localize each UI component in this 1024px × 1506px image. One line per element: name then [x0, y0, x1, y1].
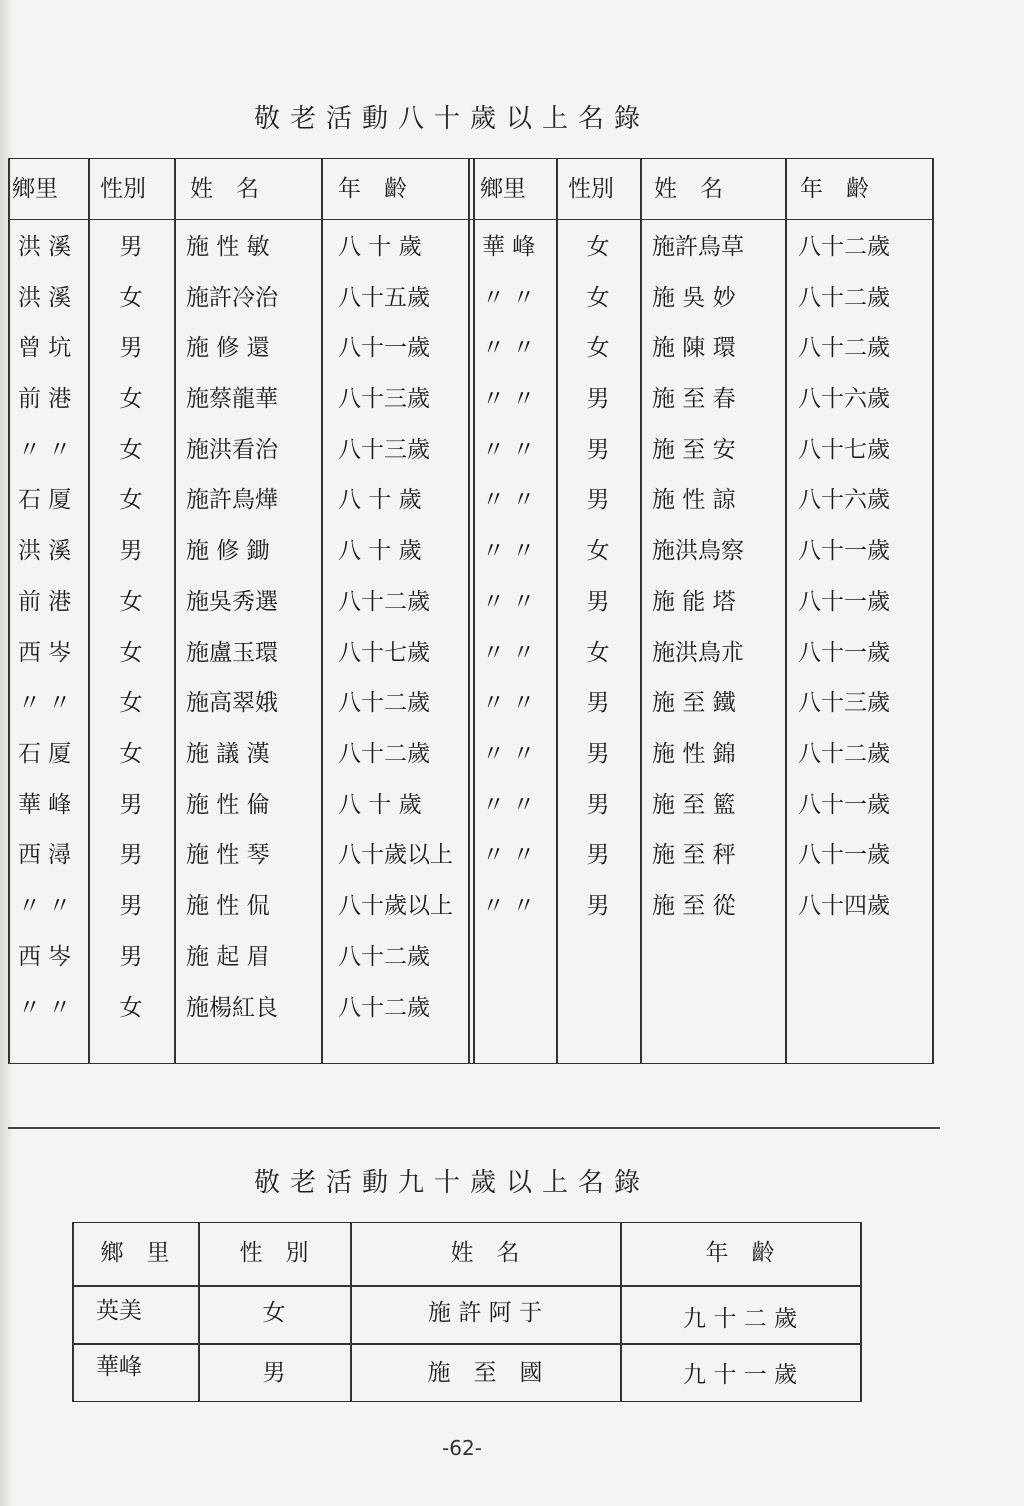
name-cell: 施 能 塔	[652, 589, 736, 615]
name-cell: 施 起 眉	[186, 944, 270, 970]
village-cell: 〃 〃	[482, 792, 536, 818]
age-cell: 八十三歲	[338, 437, 430, 463]
header-sex: 性別	[568, 176, 614, 202]
age-cell: 八十六歲	[798, 487, 890, 513]
age-cell: 八十二歲	[338, 741, 430, 767]
village-cell: 〃 〃	[18, 995, 72, 1021]
sex-cell: 男	[586, 741, 610, 767]
village-cell: 〃 〃	[18, 437, 72, 463]
name-cell: 施 性 倫	[186, 792, 270, 818]
name-cell: 施 性 錦	[652, 741, 736, 767]
sex-cell: 男	[586, 386, 610, 412]
column-divider	[321, 159, 323, 1063]
village-cell: 曾 坑	[18, 335, 72, 361]
name-cell: 施 至 秤	[652, 842, 736, 868]
header-village: 鄉 里	[100, 1240, 170, 1266]
sex-cell: 男	[586, 690, 610, 716]
name-cell: 施 許 阿 于	[428, 1300, 542, 1326]
sex-cell: 女	[119, 285, 143, 311]
village-cell: 西 岑	[18, 640, 72, 666]
name-cell: 施吳秀選	[186, 589, 278, 615]
village-cell: 〃 〃	[18, 893, 72, 919]
village-cell: 〃 〃	[482, 640, 536, 666]
sex-cell: 女	[586, 335, 610, 361]
age-cell: 八十一歲	[338, 335, 430, 361]
name-cell: 施楊紅良	[186, 995, 278, 1021]
village-cell: 華峰	[96, 1354, 142, 1380]
name-cell: 施 至 籃	[652, 792, 736, 818]
sex-cell: 男	[586, 589, 610, 615]
sex-cell: 女	[119, 386, 143, 412]
name-cell: 施許鳥草	[652, 234, 744, 260]
header-name: 姓 名	[450, 1240, 520, 1266]
sex-cell: 男	[119, 944, 143, 970]
age-cell: 八十一歲	[798, 792, 890, 818]
age-cell: 八十三歲	[798, 690, 890, 716]
age-cell: 八十二歲	[798, 741, 890, 767]
village-cell: 石 厦	[18, 741, 72, 767]
name-cell: 施 至 春	[652, 386, 736, 412]
sex-cell: 女	[586, 640, 610, 666]
sex-cell: 男	[586, 487, 610, 513]
name-cell: 施許冷治	[186, 285, 278, 311]
column-divider-double	[468, 159, 470, 1063]
section-divider	[8, 1127, 940, 1129]
age-cell: 八十五歲	[338, 285, 430, 311]
name-cell: 施蔡龍華	[186, 386, 278, 412]
age-cell: 八十四歲	[798, 893, 890, 919]
village-cell: 〃 〃	[482, 538, 536, 564]
name-cell: 施盧玉環	[186, 640, 278, 666]
village-cell: 前 港	[18, 589, 72, 615]
village-cell: 〃 〃	[482, 741, 536, 767]
village-cell: 華 峰	[482, 234, 536, 260]
age-cell: 八十二歲	[338, 690, 430, 716]
village-cell: 〃 〃	[482, 690, 536, 716]
eighty-plus-title: 敬老活動八十歲以上名錄	[253, 104, 650, 134]
row-divider	[72, 1343, 862, 1345]
age-cell: 八十二歲	[338, 944, 430, 970]
sex-cell: 男	[119, 335, 143, 361]
village-cell: 西 岑	[18, 944, 72, 970]
sex-cell: 女	[119, 640, 143, 666]
age-cell: 九 十 二 歲	[683, 1306, 797, 1332]
age-cell: 八十一歲	[798, 538, 890, 564]
header-sex: 性 別	[239, 1240, 309, 1266]
village-cell: 〃 〃	[482, 386, 536, 412]
name-cell: 施 吳 妙	[652, 285, 736, 311]
sex-cell: 男	[119, 842, 143, 868]
sex-cell: 女	[262, 1300, 286, 1326]
sex-cell: 男	[119, 538, 143, 564]
age-cell: 八十二歲	[338, 995, 430, 1021]
name-cell: 施 性 諒	[652, 487, 736, 513]
name-cell: 施高翠娥	[186, 690, 278, 716]
name-cell: 施 修 鋤	[186, 538, 270, 564]
age-cell: 八十一歲	[798, 640, 890, 666]
village-cell: 〃 〃	[482, 842, 536, 868]
name-cell: 施洪鳥朮	[652, 640, 744, 666]
village-cell: 洪 溪	[18, 234, 72, 260]
column-divider	[785, 159, 787, 1063]
name-cell: 施許鳥燁	[186, 487, 278, 513]
village-cell: 〃 〃	[482, 335, 536, 361]
name-cell: 施 性 琴	[186, 842, 270, 868]
name-cell: 施 至 安	[652, 437, 736, 463]
age-cell: 八十二歲	[338, 589, 430, 615]
age-cell: 八 十 歲	[338, 538, 422, 564]
age-cell: 八十二歲	[798, 335, 890, 361]
age-cell: 八 十 歲	[338, 792, 422, 818]
header-name: 姓 名	[190, 176, 259, 202]
name-cell: 施 至 從	[652, 893, 736, 919]
name-cell: 施 性 侃	[186, 893, 270, 919]
eighty-plus-table	[8, 158, 934, 1064]
sex-cell: 女	[119, 690, 143, 716]
village-cell: 〃 〃	[482, 285, 536, 311]
sex-cell: 男	[262, 1360, 286, 1386]
name-cell: 施 修 還	[186, 335, 270, 361]
village-cell: 〃 〃	[482, 893, 536, 919]
row-divider	[72, 1285, 862, 1287]
village-cell: 〃 〃	[18, 690, 72, 716]
age-cell: 八 十 歲	[338, 234, 422, 260]
age-cell: 九 十 一 歲	[683, 1362, 797, 1388]
column-divider	[174, 159, 176, 1063]
name-cell: 施 至 國	[427, 1360, 543, 1386]
table-border	[860, 1223, 862, 1401]
sex-cell: 男	[119, 234, 143, 260]
sex-cell: 男	[586, 842, 610, 868]
village-cell: 前 港	[18, 386, 72, 412]
village-cell: 洪 溪	[18, 285, 72, 311]
name-cell: 施 陳 環	[652, 335, 736, 361]
village-cell: 〃 〃	[482, 437, 536, 463]
sex-cell: 女	[119, 741, 143, 767]
ninety-plus-title: 敬老活動九十歲以上名錄	[253, 1168, 650, 1198]
age-cell: 八十歲以上	[338, 893, 453, 919]
column-divider	[640, 159, 642, 1063]
header-village: 鄉里	[480, 176, 526, 202]
sex-cell: 女	[586, 234, 610, 260]
age-cell: 八十二歲	[798, 285, 890, 311]
sex-cell: 男	[586, 893, 610, 919]
page-number: -62-	[442, 1436, 482, 1460]
village-cell: 石 厦	[18, 487, 72, 513]
village-cell: 英美	[96, 1298, 142, 1324]
sex-cell: 男	[586, 437, 610, 463]
sex-cell: 女	[586, 285, 610, 311]
table-border	[8, 159, 10, 1063]
age-cell: 八十三歲	[338, 386, 430, 412]
age-cell: 八 十 歲	[338, 487, 422, 513]
sex-cell: 男	[119, 893, 143, 919]
header-age: 年 齡	[800, 176, 869, 202]
village-cell: 〃 〃	[482, 487, 536, 513]
name-cell: 施 至 鐵	[652, 690, 736, 716]
name-cell: 施 議 漢	[186, 741, 270, 767]
table-border	[932, 159, 934, 1063]
age-cell: 八十七歲	[798, 437, 890, 463]
age-cell: 八十六歲	[798, 386, 890, 412]
age-cell: 八十七歲	[338, 640, 430, 666]
sex-cell: 女	[119, 589, 143, 615]
header-sex: 性別	[100, 176, 146, 202]
village-cell: 洪 溪	[18, 538, 72, 564]
village-cell: 西 潯	[18, 842, 72, 868]
name-cell: 施 性 敏	[186, 234, 270, 260]
name-cell: 施洪看治	[186, 437, 278, 463]
ninety-plus-table	[72, 1222, 862, 1402]
sex-cell: 女	[119, 995, 143, 1021]
age-cell: 八十一歲	[798, 589, 890, 615]
header-village: 鄉里	[12, 176, 58, 202]
village-cell: 華 峰	[18, 792, 72, 818]
age-cell: 八十一歲	[798, 842, 890, 868]
age-cell: 八十歲以上	[338, 842, 453, 868]
sex-cell: 女	[586, 538, 610, 564]
sex-cell: 女	[119, 437, 143, 463]
header-age: 年 齡	[705, 1240, 775, 1266]
header-age: 年 齡	[338, 176, 407, 202]
sex-cell: 男	[586, 792, 610, 818]
name-cell: 施洪鳥察	[652, 538, 744, 564]
sex-cell: 女	[119, 487, 143, 513]
age-cell: 八十二歲	[798, 234, 890, 260]
village-cell: 〃 〃	[482, 589, 536, 615]
header-name: 姓 名	[654, 176, 723, 202]
sex-cell: 男	[119, 792, 143, 818]
